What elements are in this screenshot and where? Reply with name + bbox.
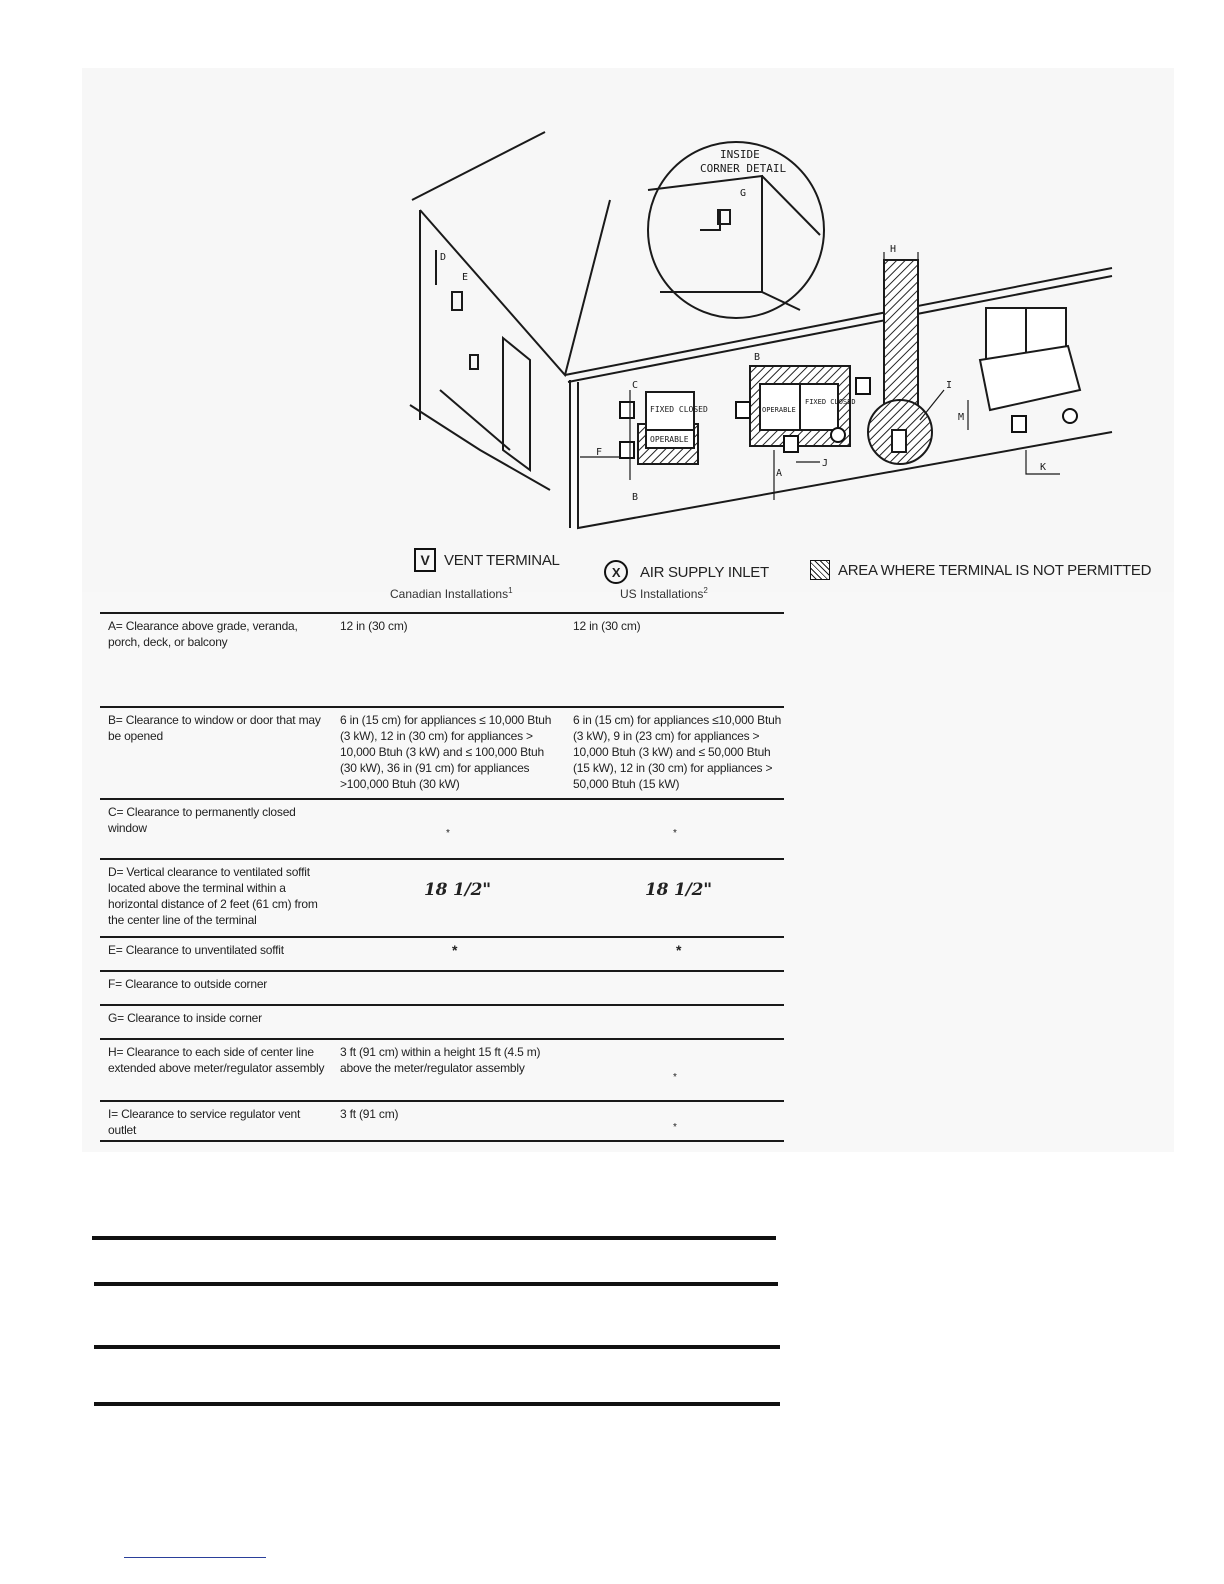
canadian-value: * — [446, 828, 450, 839]
rule-line-2 — [94, 1282, 778, 1286]
footnote-separator — [124, 1557, 266, 1558]
dim-label-a: A — [776, 468, 783, 479]
canadian-value: 6 in (15 cm) for appliances ≤ 10,000 Btuh (3 kW), 12 in (30 cm) for appliances > 10,000 Btuh (3 kW) and ≤ 100,000 Btuh (30 kW), 36 in (91 cm) for appliances >100,000 Btuh (30 kW) — [340, 713, 552, 791]
window-left-operable-label: OPERABLE — [650, 435, 689, 444]
inset-title-2: CORNER DETAIL — [700, 162, 787, 175]
us-value: * — [676, 942, 682, 958]
dim-label-j: J — [822, 458, 829, 469]
window-middle-fixed-label: FIXED CLOSED — [805, 398, 856, 406]
table-row — [100, 1038, 784, 1100]
column-header-us: US Installations$^2$ — [620, 586, 708, 601]
legend-air-supply — [604, 560, 769, 584]
dim-label-e: E — [462, 272, 469, 283]
legend-vent-terminal — [414, 548, 560, 572]
legend-vent-label: VENT TERMINAL — [444, 551, 560, 569]
rule-line-1 — [92, 1236, 776, 1240]
window-middle-operable-label: OPERABLE — [762, 406, 796, 414]
canadian-value: 12 in (30 cm) — [340, 619, 408, 633]
meter-regulator — [868, 260, 932, 464]
window-left — [638, 392, 698, 464]
dim-label-b-top: B — [754, 352, 761, 363]
rule-line-3 — [94, 1345, 780, 1349]
hatch-area-icon — [810, 560, 830, 580]
table-row — [100, 706, 784, 798]
dim-label-d: D — [440, 252, 447, 263]
window-right — [980, 308, 1080, 410]
us-value: * — [673, 1072, 677, 1083]
row-label: E= Clearance to unventilated soffit — [108, 943, 284, 957]
table-row — [100, 858, 784, 936]
clearance-table — [100, 612, 784, 1144]
table-row — [100, 970, 784, 1004]
dim-label-c: C — [632, 380, 639, 391]
row-label: I= Clearance to service regulator vent outlet — [108, 1107, 301, 1137]
table-row — [100, 936, 784, 970]
row-label: H= Clearance to each side of center line extended above meter/regulator assembly — [108, 1045, 325, 1075]
dim-label-g: G — [740, 188, 747, 199]
dim-label-i: I — [946, 380, 953, 391]
table-row — [100, 1100, 784, 1144]
air-supply-inlet-icon: X — [604, 560, 628, 584]
legend-not-permitted-label: AREA WHERE TERMINAL IS NOT PERMITTED — [838, 561, 1152, 579]
canadian-value: 3 ft (91 cm) — [340, 1107, 399, 1121]
canadian-value: 3 ft (91 cm) within a height 15 ft (4.5 m) above the meter/regulator assembly — [340, 1045, 541, 1075]
us-value: 12 in (30 cm) — [573, 619, 641, 633]
row-label: G= Clearance to inside corner — [108, 1011, 262, 1025]
us-value: 18 1/2" — [645, 880, 712, 900]
row-label: C= Clearance to permanently closed window — [108, 805, 296, 835]
dim-label-b: B — [632, 492, 639, 503]
canadian-value: 18 1/2" — [424, 880, 491, 900]
legend-not-permitted — [810, 560, 1151, 580]
vent-terminal-icon: V — [414, 548, 436, 572]
dim-label-h: H — [890, 244, 897, 255]
table-row — [100, 1004, 784, 1038]
window-left-fixed-label: FIXED CLOSED — [650, 405, 708, 414]
us-value: * — [673, 828, 677, 839]
row-label: D= Vertical clearance to ventilated soffit located above the terminal within a horizontal distance of 2 feet (61 cm) from the center line of the terminal — [108, 865, 318, 927]
legend-air-label: AIR SUPPLY INLET — [640, 563, 769, 581]
table-bottom-rule — [100, 1140, 784, 1142]
dim-label-m: M — [958, 412, 965, 423]
table-row — [100, 798, 784, 858]
dim-label-f: F — [596, 447, 603, 458]
column-header-canadian: Canadian Installations$^1$ — [390, 586, 513, 601]
inset-title-1: INSIDE — [720, 148, 760, 161]
table-row — [100, 612, 784, 706]
row-label: A= Clearance above grade, veranda, porch, deck, or balcony — [108, 619, 298, 649]
canadian-value: * — [452, 942, 458, 958]
row-label: B= Clearance to window or door that may be opened — [108, 713, 321, 743]
row-label: F= Clearance to outside corner — [108, 977, 268, 991]
dim-label-k: K — [1040, 462, 1047, 473]
us-value: * — [673, 1122, 677, 1133]
us-value: 6 in (15 cm) for appliances ≤10,000 Btuh (3 kW), 9 in (23 cm) for appliances > 10,000 Btuh (3 kW) and ≤ 50,000 Btuh (15 kW), 12 in (30 cm) for appliances > 50,000 Btuh (15 kW) — [573, 713, 782, 791]
rule-line-4 — [94, 1402, 780, 1406]
vent-clearance-diagram — [400, 120, 1120, 540]
